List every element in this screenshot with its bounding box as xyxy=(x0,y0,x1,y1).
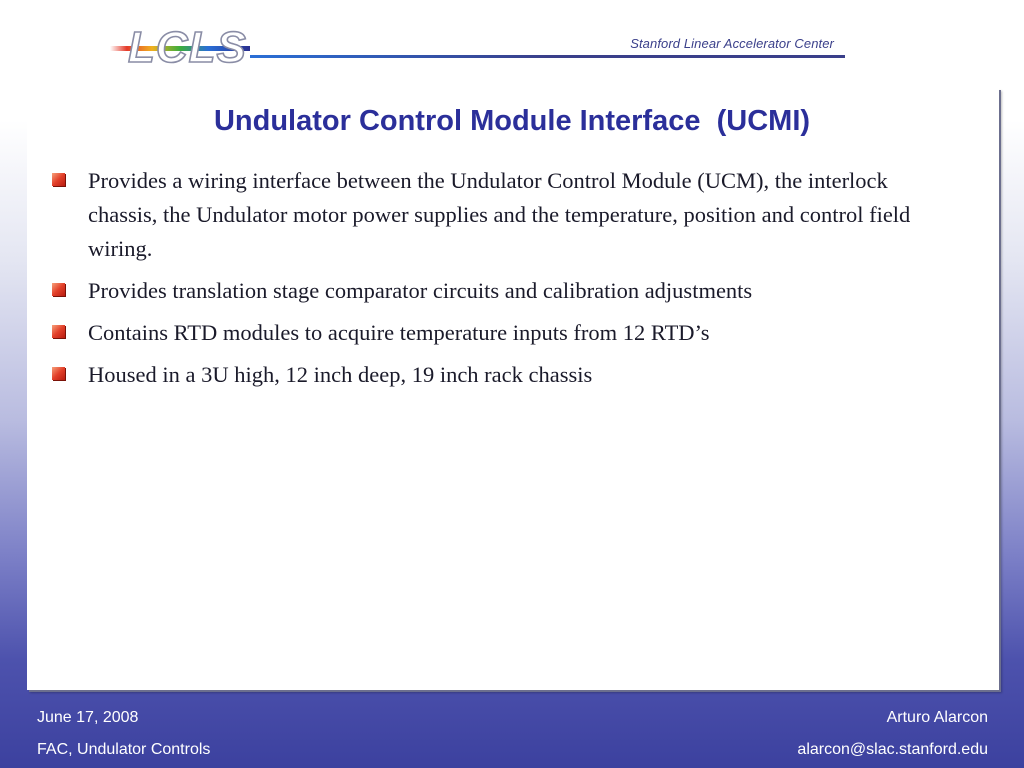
bullet-square-icon xyxy=(52,173,65,186)
footer-author: Arturo Alarcon xyxy=(886,709,988,726)
bullet-square-icon xyxy=(52,325,65,338)
bullet-item xyxy=(52,164,932,266)
bullet-square-icon xyxy=(52,283,65,296)
lcls-logo xyxy=(0,0,1024,80)
svg-text:LCLS: LCLS xyxy=(128,23,247,72)
organization-name: Stanford Linear Accelerator Center xyxy=(630,36,834,51)
bullet-item xyxy=(52,358,932,392)
bullet-list xyxy=(52,164,932,400)
bullet-item xyxy=(52,274,932,308)
footer-event: FAC, Undulator Controls xyxy=(37,741,211,758)
bullet-square-icon xyxy=(52,367,65,380)
bullet-text: Provides a wiring interface between the Undulator Control Module (UCM), the interlock chassis, the Undulator motor power supplies and the temperature, position and control field wiring. xyxy=(88,168,911,261)
slide-header xyxy=(0,0,1024,80)
footer-email: alarcon@slac.stanford.edu xyxy=(797,741,988,758)
footer-date: June 17, 2008 xyxy=(37,709,139,726)
bullet-text: Provides translation stage comparator circuits and calibration adjustments xyxy=(88,278,753,303)
bullet-text: Housed in a 3U high, 12 inch deep, 19 inch rack chassis xyxy=(88,362,593,387)
bullet-item xyxy=(52,316,932,350)
slide-title: Undulator Control Module Interface (UCMI) xyxy=(213,105,811,137)
bullet-text: Contains RTD modules to acquire temperature inputs from 12 RTD’s xyxy=(88,320,710,345)
